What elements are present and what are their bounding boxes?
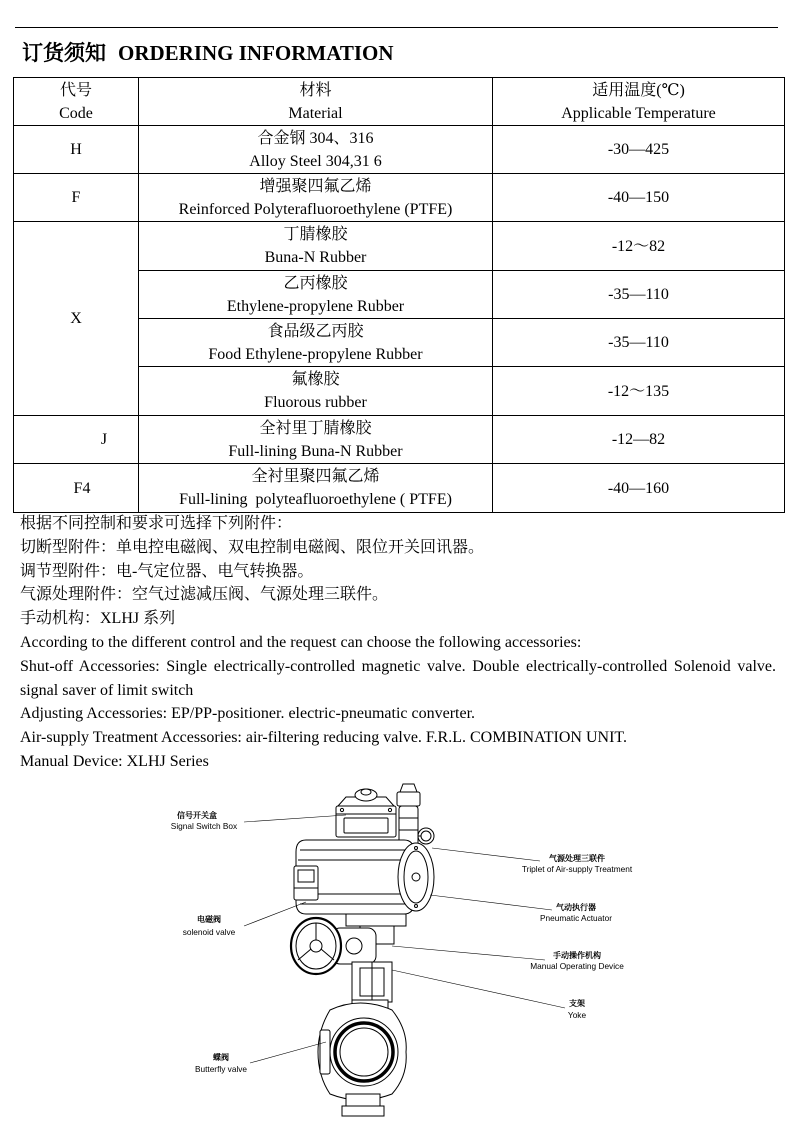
label-manual-operating-device-en: Manual Operating Device [530,961,624,971]
temperature-value: -12—82 [611,431,666,448]
accessories-en-shutoff-cont: signal saver of limit switch [20,681,194,699]
code-cell [14,416,139,464]
temperature-cell [493,319,785,367]
butterfly-valve-body [318,1000,406,1100]
leader-yoke [392,970,565,1008]
temperature-value: -35—110 [608,286,669,303]
table-row [14,222,785,271]
code-value: H [70,141,82,158]
leader-butterfly-valve [250,1042,326,1063]
handwheel [291,918,341,974]
temperature-cell [493,464,785,513]
header-code-cn: 代号 [59,81,92,99]
temperature-value: -40—150 [607,189,670,206]
header-code [14,78,139,126]
leader-pneumatic-actuator [430,895,552,910]
material-cell [139,464,493,513]
yoke [352,962,392,1002]
material-cn: 氟橡胶 [291,371,340,388]
material-cell [139,319,493,367]
table-row [14,174,785,222]
table-row [14,416,785,464]
temperature-cell [493,222,785,271]
code-value: X [70,310,82,327]
label-air-supply-triplet-en: Triplet of Air-supply Treatment [521,864,633,874]
label-signal-switch-box-cn: 信号开关盒 [177,811,217,820]
material-en: Fluorous rubber [264,394,367,411]
table-row [14,464,785,513]
accessories-notes [20,512,776,774]
leader-manual-operating-device [392,946,545,960]
label-air-supply-triplet-cn: 气源处理三联件 [549,854,605,863]
label-signal-switch-box-en: Signal Switch Box [170,821,238,831]
temperature-value: -40—160 [607,479,670,497]
accessories-en-intro: According to the different control and the request can choose the following accessories: [20,633,582,651]
material-en: Reinforced Polyterafluoroethylene (PTFE) [178,200,453,218]
material-cell [139,367,493,416]
valve-assembly-diagram [0,775,800,1124]
material-cell [139,416,493,464]
material-en: Full-lining polyteafluoroethylene ( PTFE) [179,491,452,508]
accessories-cn-intro: 根据不同控制和要求可选择下列附件： [20,515,293,532]
code-value: F4 [73,479,91,497]
code-cell [14,174,139,222]
title-en: ORDERING INFORMATION [118,41,394,65]
material-cell [139,126,493,174]
accessories-cn-shutoff: 切断型附件：单电控电磁阀、双电控制电磁阀、限位开关回讯器。 [20,538,485,556]
label-manual-operating-device-cn: 手动操作机构 [553,951,601,960]
temperature-cell [493,367,785,416]
solenoid-valve [294,866,318,900]
accessories-en-shutoff: Shut-off Accessories: Single electrically-controlled magnetic valve. Double electrically-controlled Solenoid valve. [20,657,776,675]
accessories-cn-manual: 手动机构：XLHJ 系列 [20,610,176,628]
accessories-en-adjusting: Adjusting Accessories: EP/PP-positioner. electric-pneumatic converter. [20,705,476,723]
code-cell [14,222,139,416]
table-header-row [14,78,785,126]
valve-bottom-flange [342,1094,384,1116]
code-cell [14,464,139,513]
page-title [22,38,394,68]
leader-air-supply-triplet [432,848,540,861]
material-cn: 食品级乙丙胶 [267,322,364,340]
material-en: Full-lining Buna-N Rubber [228,442,403,460]
label-butterfly-valve-en: Butterfly valve [194,1064,248,1074]
material-cn: 全衬里丁腈橡胶 [259,419,372,437]
material-cn: 乙丙橡胶 [283,274,348,292]
material-cell [139,222,493,271]
material-cn: 增强聚四氟乙烯 [259,177,372,195]
label-yoke-cn: 支架 [569,999,585,1008]
label-butterfly-valve-cn: 蝶阀 [213,1053,229,1062]
header-temperature-cn: 适用温度(℃) [592,81,685,99]
top-rule [15,27,778,28]
header-temperature [493,78,785,126]
label-solenoid-valve-en: solenoid valve [182,927,236,937]
material-cn: 丁腈橡胶 [283,226,348,243]
code-value: J [100,431,108,448]
material-en: Food Ethylene-propylene Rubber [208,345,423,363]
material-en: Buna-N Rubber [264,249,367,266]
label-pneumatic-actuator-en: Pneumatic Actuator [540,913,612,923]
header-material [139,78,493,126]
accessories-en-manual: Manual Device: XLHJ Series [20,752,209,770]
temperature-cell [493,271,785,319]
code-value: F [71,189,81,206]
material-cn: 全衬里聚四氟乙烯 [251,468,380,485]
header-temperature-en: Applicable Temperature [561,104,716,122]
header-material-en: Material [288,104,343,122]
header-code-en: Code [59,104,93,122]
leader-solenoid-valve [244,902,306,926]
temperature-cell [493,416,785,464]
title-cn: 订货须知 [22,41,106,65]
material-en: Ethylene-propylene Rubber [226,297,405,315]
leader-signal-switch-box [244,815,346,822]
material-cn: 合金钢 304、316 [257,129,374,147]
table-row [14,126,785,174]
material-cell [139,271,493,319]
accessories-en-air-supply: Air-supply Treatment Accessories: air-filtering reducing valve. F.R.L. COMBINATION UNIT. [20,729,628,747]
label-yoke-en: Yoke [567,1010,587,1020]
temperature-value: -12～135 [607,382,670,400]
code-cell [14,126,139,174]
label-solenoid-valve-cn: 电磁阀 [197,915,221,924]
temperature-value: -30—425 [607,141,670,158]
label-pneumatic-actuator-cn: 气动执行器 [556,903,596,912]
signal-switch-box [336,789,396,837]
header-material-cn: 材料 [299,81,332,99]
temperature-cell [493,126,785,174]
temperature-value: -35—110 [608,334,669,351]
temperature-value: -12～82 [611,237,666,255]
temperature-cell [493,174,785,222]
ordering-table [13,77,785,513]
material-en: Alloy Steel 304,31 6 [249,152,382,170]
accessories-cn-adjusting: 调节型附件：电-气定位器、电气转换器。 [20,562,314,580]
accessories-cn-air-supply: 气源处理附件：空气过滤减压阀、气源处理三联件。 [20,586,389,604]
material-cell [139,174,493,222]
